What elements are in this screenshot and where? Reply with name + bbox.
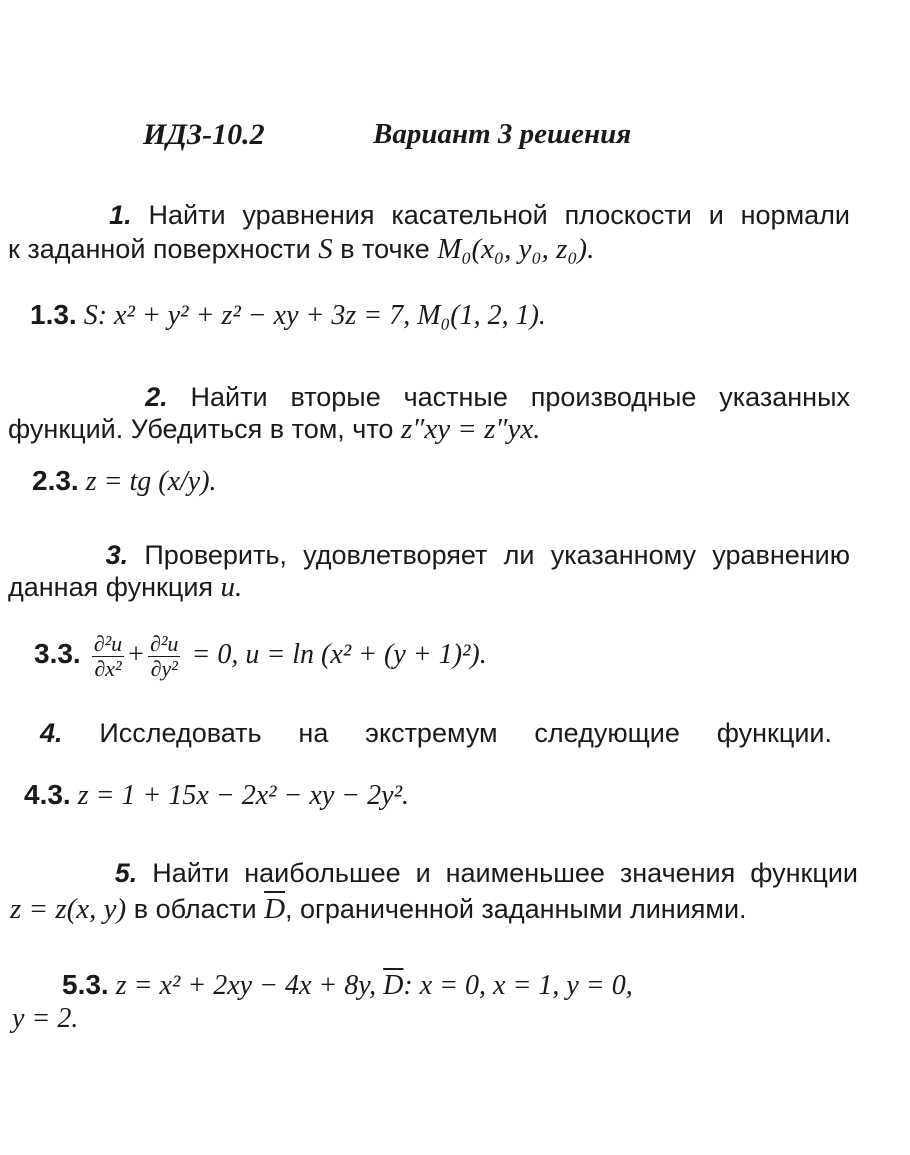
task-2-line2 bbox=[8, 412, 850, 446]
problem-4-3-equation: z = 1 + 15x − 2x² − xy − 2y². bbox=[77, 780, 409, 811]
fraction-d2u-dy2 bbox=[148, 632, 180, 681]
fraction-d2u-dx2 bbox=[92, 632, 124, 681]
problem-4-3-number: 4.3. bbox=[24, 779, 71, 810]
task-5-line2 bbox=[10, 892, 858, 926]
problem-1-3-point: M₀(1, 2, 1). bbox=[417, 300, 546, 331]
task-5-text-2: в области bbox=[133, 894, 257, 924]
problem-5-3-equation: z = x² + 2xy − 4x + 8y, bbox=[115, 970, 377, 1001]
problem-3-3: 3.3. $\frac{\text{∂²u}}{\text{∂x²}}$ + $\frac{\text{∂²u}}{\text{∂y²}}$ = 0, u = ln (x² + (y + 1)²). bbox=[34, 631, 487, 681]
problem-5-3-line2 bbox=[12, 1000, 78, 1038]
variant-title: Вариант 3 решения bbox=[373, 118, 632, 150]
task-3-function-symbol: u. bbox=[220, 571, 243, 603]
problem-5-3-lines: : x = 0, x = 1, y = 0, bbox=[403, 970, 633, 1001]
task-1-point: M₀(x₀, y₀, z₀). bbox=[437, 233, 595, 265]
task-4-text: Исследовать на экстремум следующие функции. bbox=[99, 718, 832, 748]
problem-2-3-equation: z = tg (x/y). bbox=[85, 466, 217, 497]
problem-2-3 bbox=[32, 462, 217, 501]
fraction-2-denominator: ∂y² bbox=[150, 656, 178, 681]
task-2-number: 2. bbox=[145, 382, 168, 412]
problem-1-3-equation: x² + y² + z² − xy + 3z = 7, bbox=[114, 300, 411, 331]
problem-4-3 bbox=[24, 776, 409, 815]
document-title: ИДЗ-10.2 bbox=[143, 118, 265, 151]
task-4-line1 bbox=[40, 716, 832, 750]
task-3-line2 bbox=[8, 570, 850, 604]
task-1-line2 bbox=[8, 232, 850, 266]
problem-5-3-domain-symbol: $\overline{D}$ bbox=[383, 970, 404, 1001]
problem-1-3-number: 1.3. bbox=[30, 299, 77, 330]
fraction-1-denominator: ∂x² bbox=[94, 656, 122, 681]
task-3-number: 3. bbox=[105, 540, 129, 570]
task-1-text: Найти уравнения касательной плоскости и нормали bbox=[148, 200, 850, 230]
task-5-domain-symbol: $\overline{D}$ bbox=[264, 893, 286, 925]
task-2-line1 bbox=[8, 380, 850, 414]
task-5-function: z = z(x, y) bbox=[10, 893, 127, 925]
task-3-text-2: данная функция bbox=[8, 572, 214, 602]
task-1-text-3: в точке bbox=[340, 234, 430, 264]
problem-1-3-surface: S: bbox=[83, 300, 108, 331]
task-1-line1 bbox=[8, 198, 850, 232]
problem-3-3-number: 3.3. bbox=[34, 637, 81, 669]
task-5-text: Найти наибольшее и наименьшее значения функции bbox=[152, 858, 858, 888]
task-2-condition: z″xy = z″yx. bbox=[400, 413, 541, 445]
task-1-surface-symbol: S bbox=[318, 233, 333, 265]
task-3-text: Проверить, удовлетворяет ли указанному уравнению bbox=[144, 540, 850, 570]
task-2-text: Найти вторые частные производные указанных bbox=[190, 382, 850, 412]
problem-5-3-number: 5.3. bbox=[62, 969, 109, 1000]
task-5-number: 5. bbox=[114, 858, 138, 888]
task-1-text-2: к заданной поверхности bbox=[8, 234, 311, 264]
task-1-number: 1. bbox=[109, 200, 132, 230]
task-4-number: 4. bbox=[40, 718, 63, 748]
task-2-text-2: функций. Убедиться в том, что bbox=[8, 414, 394, 444]
problem-2-3-number: 2.3. bbox=[32, 465, 79, 496]
problem-5-3 bbox=[62, 966, 633, 1005]
problem-3-3-equation: = 0, u = ln (x² + (y + 1)²). bbox=[191, 638, 487, 670]
fraction-2-numerator: ∂²u bbox=[149, 631, 179, 656]
problem-1-3 bbox=[30, 296, 546, 335]
task-5-line1 bbox=[10, 856, 858, 890]
problem-5-3-last-line: y = 2. bbox=[12, 1003, 79, 1034]
task-5-text-3: , ограниченной заданными линиями. bbox=[285, 894, 747, 924]
task-3-line1 bbox=[8, 538, 850, 572]
fraction-1-numerator: ∂²u bbox=[93, 631, 123, 656]
